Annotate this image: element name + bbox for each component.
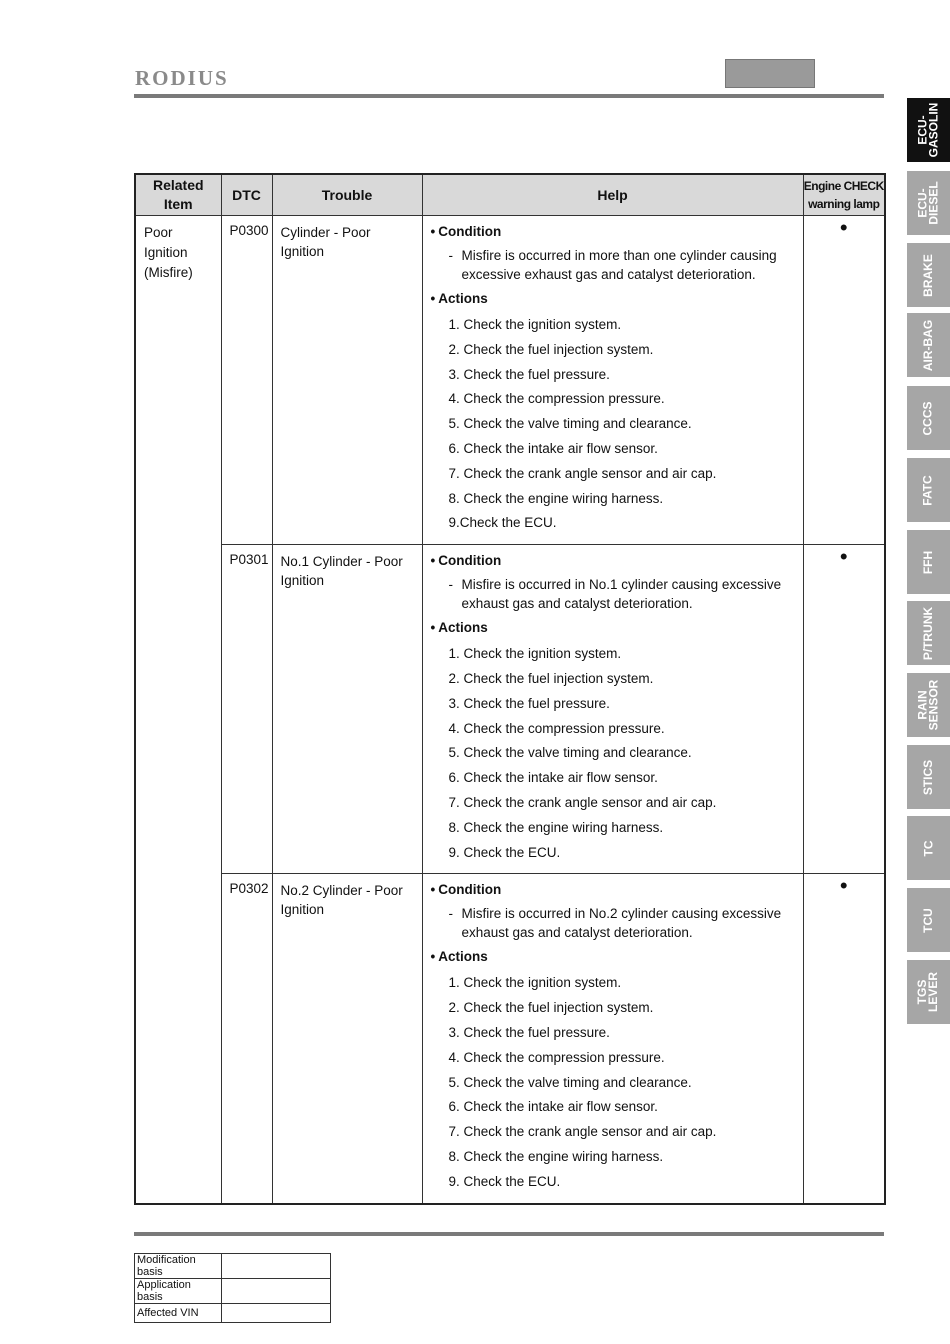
header-help: Help [422, 174, 803, 216]
side-tab-air-bag[interactable] [907, 313, 950, 377]
side-tab-ecu-gasolin[interactable] [907, 98, 950, 162]
lamp-indicator: • [803, 216, 885, 545]
side-tab-tgs-lever[interactable] [907, 960, 950, 1024]
side-tab-label: RAIN SENSOR [915, 679, 941, 731]
affected-vin-value [222, 1304, 331, 1323]
help-cell [422, 874, 803, 1204]
actions-heading [431, 289, 797, 309]
side-tab-tcu[interactable] [907, 888, 950, 952]
condition-text [449, 575, 797, 613]
side-tab-label: STICS [921, 759, 935, 795]
action-item: 5. Check the valve timing and clearance. [448, 1074, 692, 1090]
help-cell [422, 216, 803, 545]
modification-basis-label: Modification basis [135, 1254, 222, 1279]
side-tab-label: FFH [920, 550, 935, 574]
action-item: 3. Check the fuel pressure. [448, 695, 610, 711]
action-item: 4. Check the compression pressure. [448, 1049, 665, 1065]
action-item: 6. Check the intake air flow sensor. [448, 440, 658, 456]
side-tab-label: TGS LEVER [915, 971, 941, 1013]
trouble-text: No.2 Cylinder - Poor Ignition [272, 874, 422, 1204]
bullet-icon: • [430, 882, 436, 898]
modification-basis-value [222, 1254, 331, 1279]
side-tab-ffh[interactable] [907, 530, 950, 594]
dtc-code: P0301 [221, 545, 272, 874]
application-basis-value [222, 1279, 331, 1304]
trouble-text: Cylinder - Poor Ignition [272, 216, 422, 545]
side-tab-label: AIR-BAG [921, 319, 936, 371]
dtc-code: P0302 [221, 874, 272, 1204]
header-dtc: DTC [221, 174, 272, 216]
side-tab-tc[interactable] [907, 816, 950, 880]
header-engine-check-lamp: Engine CHECK warning lamp [803, 174, 885, 216]
side-tab-label: ECU- DIESEL [915, 181, 941, 225]
side-tab-p-trunk[interactable] [907, 601, 950, 665]
action-item: 8. Check the engine wiring harness. [448, 490, 664, 506]
side-tab-label: BRAKE [920, 253, 935, 297]
side-tab-brake[interactable] [907, 243, 950, 307]
condition-heading [431, 551, 797, 571]
condition-description: Misfire is occurred in No.2 cylinder causing excessive exhaust gas and catalyst deterioration. [461, 906, 782, 941]
affected-vin-label: Affected VIN [135, 1304, 222, 1323]
lamp-indicator: • [803, 545, 885, 874]
bullet-icon: • [430, 291, 436, 306]
side-tab-label: FATC [920, 474, 935, 506]
dash-icon: - [448, 577, 453, 593]
side-tab-fatc[interactable] [907, 458, 950, 522]
bottom-divider [134, 1232, 884, 1236]
brand-logo: RODIUS [135, 66, 229, 90]
dtc-table [134, 173, 886, 1205]
condition-text [449, 904, 797, 942]
action-item: 9. Check the ECU. [448, 1173, 561, 1189]
action-item: 5. Check the valve timing and clearance. [448, 416, 692, 432]
side-tab-cccs[interactable] [907, 386, 950, 450]
condition-description: Misfire is occurred in No.1 cylinder causing excessive exhaust gas and catalyst deterioration. [461, 577, 782, 612]
action-item: 8. Check the engine wiring harness. [448, 819, 664, 835]
condition-heading [431, 880, 797, 900]
actions-title: Actions [438, 620, 488, 636]
dtc-code: P0300 [221, 216, 272, 545]
bullet-icon: • [430, 949, 436, 965]
bullet-icon: • [430, 553, 436, 569]
action-item: 2. Check the fuel injection system. [448, 670, 654, 686]
action-item: 2. Check the fuel injection system. [448, 1000, 654, 1016]
side-tab-stics[interactable] [907, 745, 950, 809]
actions-heading [431, 618, 797, 638]
trouble-text: No.1 Cylinder - Poor Ignition [272, 545, 422, 874]
action-item: 8. Check the engine wiring harness. [448, 1148, 664, 1164]
action-item: 1. Check the ignition system. [448, 317, 622, 332]
side-tab-label: TCU [920, 907, 935, 933]
condition-heading [431, 222, 797, 242]
action-item: 5. Check the valve timing and clearance. [448, 745, 692, 761]
action-item: 4. Check the compression pressure. [448, 391, 665, 407]
affected-vin-row [135, 1304, 331, 1323]
action-item: 3. Check the fuel pressure. [448, 366, 610, 382]
action-item: 6. Check the intake air flow sensor. [448, 1099, 658, 1115]
bullet-icon: • [430, 620, 436, 636]
table-row [135, 216, 885, 545]
condition-title: Condition [438, 553, 502, 569]
action-item: 3. Check the fuel pressure. [448, 1024, 610, 1040]
action-item: 9. Check the ECU. [448, 844, 561, 860]
action-item: 1. Check the ignition system. [448, 975, 622, 991]
action-item: 7. Check the crank angle sensor and air cap. [448, 1124, 717, 1140]
side-tab-label: P/TRUNK [921, 606, 935, 660]
help-cell [422, 545, 803, 874]
side-tab-label: CCCS [920, 400, 935, 436]
action-item: 7. Check the crank angle sensor and air cap. [448, 465, 717, 481]
table-row [135, 874, 885, 1204]
actions-heading [431, 947, 797, 967]
modification-table [134, 1253, 331, 1323]
header-gray-box [725, 59, 815, 88]
top-divider [134, 94, 884, 98]
action-item: 2. Check the fuel injection system. [448, 341, 654, 357]
action-item: 7. Check the crank angle sensor and air cap. [448, 794, 717, 810]
dash-icon: - [448, 906, 453, 922]
condition-title: Condition [438, 224, 502, 239]
side-tab-label: TC [921, 840, 935, 856]
condition-description: Misfire is occurred in more than one cylinder causing excessive exhaust gas and catalyst deterioration. [461, 248, 777, 282]
action-item: 9.Check the ECU. [448, 515, 557, 531]
dash-icon: - [448, 248, 453, 263]
header-related-item: Related Item [135, 174, 221, 216]
side-tab-label: ECU- GASOLIN [915, 102, 941, 158]
application-basis-label: Application basis [135, 1279, 222, 1304]
table-header-row [135, 174, 885, 216]
bullet-icon: • [430, 224, 436, 239]
modification-row [135, 1254, 331, 1279]
actions-title: Actions [438, 949, 488, 965]
actions-title: Actions [438, 291, 488, 306]
side-tab-rain-sensor[interactable] [907, 673, 950, 737]
action-item: 4. Check the compression pressure. [448, 720, 665, 736]
lamp-indicator: • [803, 874, 885, 1204]
condition-title: Condition [438, 882, 502, 898]
header-trouble: Trouble [272, 174, 422, 216]
table-row [135, 545, 885, 874]
condition-text [449, 246, 797, 284]
related-item-cell: Poor Ignition (Misfire) [135, 216, 221, 1204]
application-row [135, 1279, 331, 1304]
side-tab-ecu-diesel[interactable] [907, 171, 950, 235]
action-item: 1. Check the ignition system. [448, 646, 622, 662]
action-item: 6. Check the intake air flow sensor. [448, 770, 658, 786]
